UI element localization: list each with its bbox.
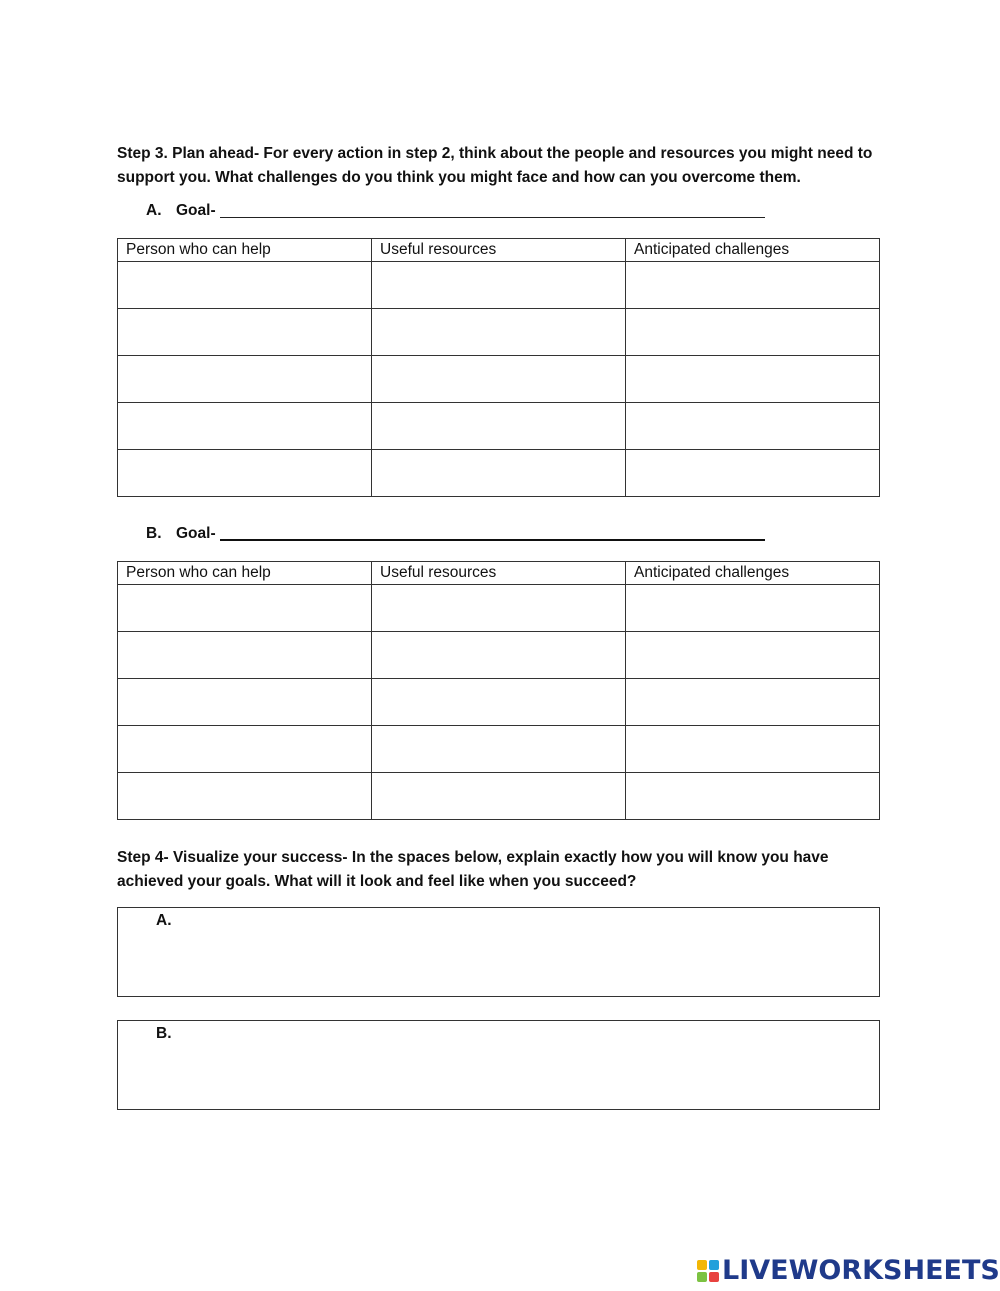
header-resources: Useful resources xyxy=(372,239,626,262)
answer-box-a[interactable] xyxy=(117,907,880,997)
goal-a-input[interactable] xyxy=(220,217,765,218)
goal-a-line xyxy=(146,202,765,220)
liveworksheets-logo xyxy=(697,1255,1000,1286)
table-cell[interactable] xyxy=(626,679,880,726)
table-cell[interactable] xyxy=(372,262,626,309)
table-header-row xyxy=(118,562,880,585)
brand-text: LIVEWORKSHEETS xyxy=(722,1255,1000,1286)
table-cell[interactable] xyxy=(372,403,626,450)
table-cell[interactable] xyxy=(626,262,880,309)
table-row xyxy=(118,773,880,820)
table-cell[interactable] xyxy=(118,309,372,356)
table-cell[interactable] xyxy=(118,585,372,632)
table-row xyxy=(118,309,880,356)
table-cell[interactable] xyxy=(372,632,626,679)
plan-table-a xyxy=(117,238,880,497)
table-cell[interactable] xyxy=(118,632,372,679)
logo-square-1 xyxy=(697,1260,707,1270)
table-cell[interactable] xyxy=(626,585,880,632)
header-person: Person who can help xyxy=(118,239,372,262)
header-challenges: Anticipated challenges xyxy=(626,562,880,585)
table-cell[interactable] xyxy=(372,585,626,632)
answer-box-b-label: B. xyxy=(156,1025,172,1042)
goal-a-label: Goal- xyxy=(176,202,216,219)
logo-square-2 xyxy=(709,1260,719,1270)
table-cell[interactable] xyxy=(118,262,372,309)
table-cell[interactable] xyxy=(372,309,626,356)
table-row xyxy=(118,450,880,497)
goal-b-label: Goal- xyxy=(176,525,216,542)
table-row xyxy=(118,403,880,450)
liveworksheets-icon xyxy=(697,1260,719,1282)
table-row xyxy=(118,262,880,309)
logo-square-4 xyxy=(709,1272,719,1282)
table-cell[interactable] xyxy=(372,450,626,497)
header-challenges: Anticipated challenges xyxy=(626,239,880,262)
table-cell[interactable] xyxy=(118,356,372,403)
table-cell[interactable] xyxy=(118,773,372,820)
table-cell[interactable] xyxy=(372,773,626,820)
answer-box-a-label: A. xyxy=(156,912,172,929)
table-cell[interactable] xyxy=(626,403,880,450)
table-cell[interactable] xyxy=(626,632,880,679)
table-cell[interactable] xyxy=(118,726,372,773)
table-cell[interactable] xyxy=(118,403,372,450)
table-cell[interactable] xyxy=(372,679,626,726)
table-cell[interactable] xyxy=(118,450,372,497)
table-cell[interactable] xyxy=(626,773,880,820)
table-row xyxy=(118,632,880,679)
table-row xyxy=(118,585,880,632)
table-row xyxy=(118,726,880,773)
table-cell[interactable] xyxy=(118,679,372,726)
logo-square-3 xyxy=(697,1272,707,1282)
table-cell[interactable] xyxy=(626,450,880,497)
step3-instructions: Step 3. Plan ahead- For every action in step 2, think about the people and resources you might need to support you. What challenges do you think you might face and how can you overcome them. xyxy=(117,145,873,186)
table-cell[interactable] xyxy=(372,726,626,773)
goal-b-line xyxy=(146,525,765,543)
step4-instructions: Step 4- Visualize your success- In the spaces below, explain exactly how you will know you have achieved your goals. What will it look and feel like when you succeed? xyxy=(117,849,829,890)
plan-table-b xyxy=(117,561,880,820)
header-person: Person who can help xyxy=(118,562,372,585)
table-cell[interactable] xyxy=(626,726,880,773)
header-resources: Useful resources xyxy=(372,562,626,585)
answer-box-b[interactable] xyxy=(117,1020,880,1110)
table-cell[interactable] xyxy=(372,356,626,403)
table-cell[interactable] xyxy=(626,356,880,403)
goal-b-input[interactable] xyxy=(220,539,765,541)
table-row xyxy=(118,356,880,403)
table-header-row xyxy=(118,239,880,262)
goal-a-letter: A. xyxy=(146,202,162,219)
table-cell[interactable] xyxy=(626,309,880,356)
table-row xyxy=(118,679,880,726)
goal-b-letter: B. xyxy=(146,525,162,542)
